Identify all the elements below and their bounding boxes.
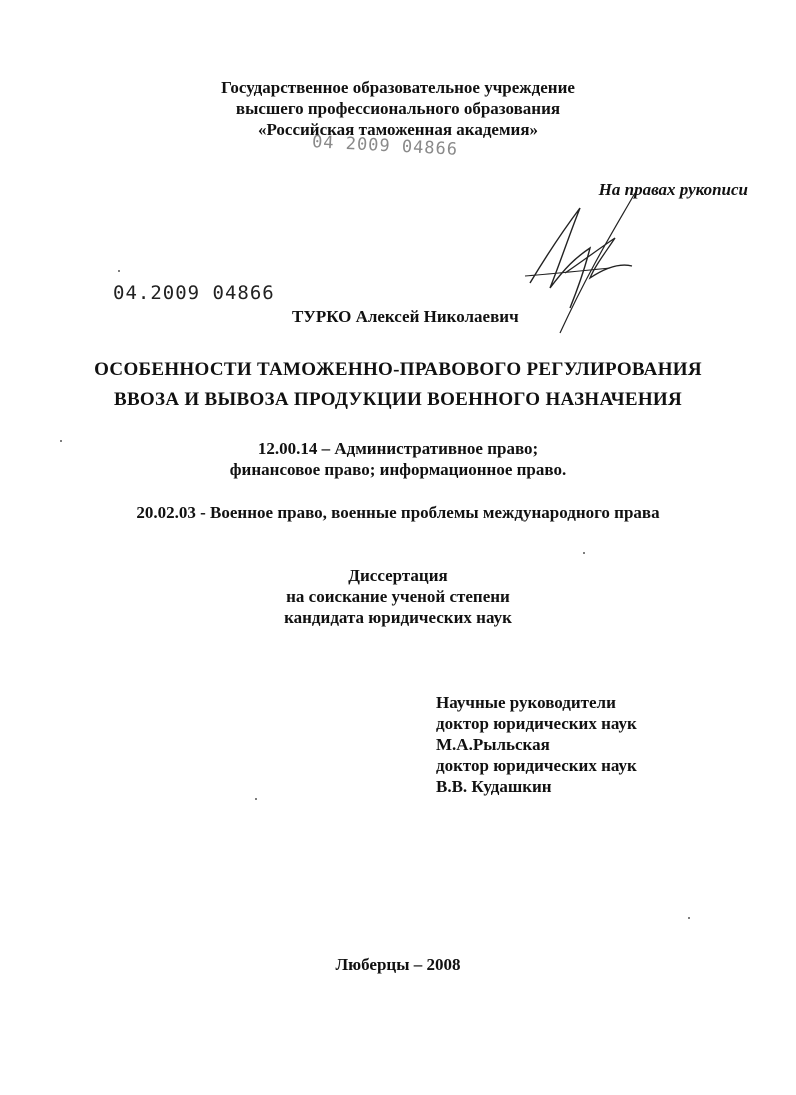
dissertation-title: [0, 355, 796, 415]
dissertation-line-2: на соискание ученой степени: [286, 587, 510, 606]
scan-speck: [60, 440, 62, 442]
archive-stamp: 04.2009 04866: [113, 282, 275, 304]
place-year: Люберцы – 2008: [335, 955, 461, 974]
specialty-2: 20.02.03 - Военное право, военные проблемы международного права: [136, 503, 660, 522]
institution-line-3: «Российская таможенная академия»: [257, 120, 539, 139]
dissertation-line-3: кандидата юридических наук: [284, 608, 512, 627]
dissertation-info: [0, 565, 796, 628]
manuscript-note: На правах рукописи: [598, 180, 748, 199]
advisors-block: [436, 692, 637, 797]
author-name: ТУРКО Алексей Николаевич: [292, 307, 519, 326]
institution-line-2: высшего профессионального образования: [235, 99, 561, 118]
title-line-2: ВВОЗА И ВЫВОЗА ПРОДУКЦИИ ВОЕННОГО НАЗНАЧЕНИЯ: [113, 389, 683, 410]
scan-speck: [255, 798, 257, 800]
advisor-1-name: М.А.Рыльская: [436, 735, 550, 754]
specialty-1: [0, 438, 796, 480]
scan-speck: [688, 917, 690, 919]
specialty-1-line-2: финансовое право; информационное право.: [229, 460, 567, 479]
signature-image: [520, 188, 650, 338]
advisor-2-name: В.В. Кудашкин: [436, 777, 552, 796]
advisor-1-degree: доктор юридических наук: [436, 714, 637, 733]
scan-speck: [583, 552, 585, 554]
title-line-1: ОСОБЕННОСТИ ТАМОЖЕННО-ПРАВОВОГО РЕГУЛИРОВАНИЯ: [94, 359, 702, 380]
advisors-heading: Научные руководители: [436, 693, 616, 712]
specialty-1-line-1: 12.00.14 – Административное право;: [257, 439, 539, 458]
dissertation-heading: Диссертация: [348, 566, 448, 585]
institution-line-1: Государственное образовательное учреждение: [221, 78, 575, 97]
faint-stamp: 04 2009 04866: [311, 132, 459, 160]
scan-speck: [118, 270, 120, 272]
institution-header: [0, 77, 796, 140]
advisor-2-degree: доктор юридических наук: [436, 756, 637, 775]
